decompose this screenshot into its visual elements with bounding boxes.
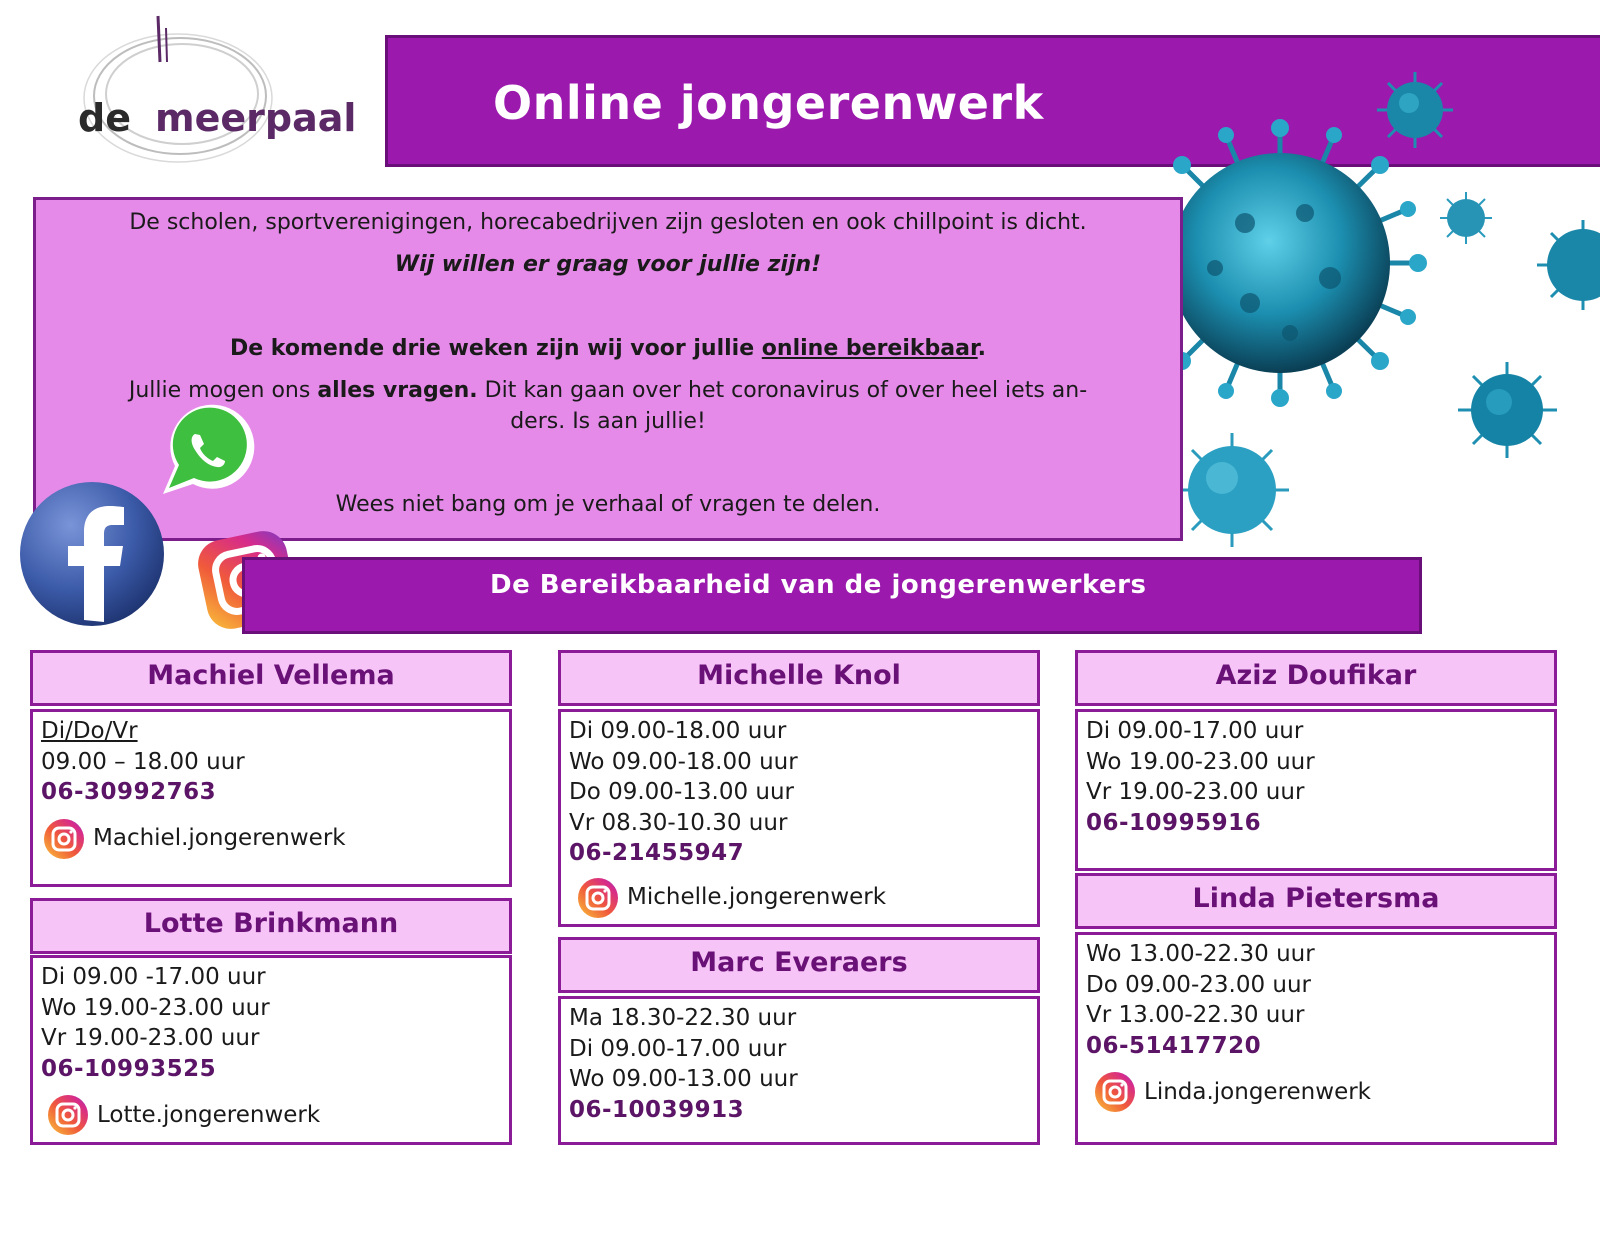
availability-banner: [242, 557, 1422, 634]
logo-rings-icon: [70, 14, 340, 164]
worker-phone[interactable]: 06-21455947: [569, 840, 745, 866]
instagram-handle: Lotte.jongerenwerk: [97, 1101, 321, 1128]
worker-hours-row: Di 09.00 -17.00 uur: [41, 964, 266, 990]
worker-name-linda: Linda Pietersma: [1075, 873, 1557, 929]
worker-hours-row: Do 09.00-23.00 uur: [1086, 971, 1312, 998]
worker-hours-row: Wo 09.00-13.00 uur: [569, 1066, 798, 1092]
info-line-share: Wees niet bang om je verhaal of vragen te delen.: [335, 492, 881, 517]
worker-hours-row: Wo 09.00-18.00 uur: [569, 748, 798, 775]
worker-name-marc: Marc Everaers: [558, 937, 1040, 993]
virus-medium-icon: [1455, 360, 1560, 460]
virus-lower-icon: [1172, 430, 1292, 550]
virus-tiny-icon: [1438, 190, 1494, 246]
worker-name-aziz: Aziz Doufikar: [1075, 650, 1557, 706]
worker-hours-row: Vr 19.00-23.00 uur: [41, 1025, 260, 1051]
availability-title: De Bereikbaarheid van de jongerenwerkers: [490, 570, 1147, 600]
worker-hours-row: Do 09.00-13.00 uur: [569, 779, 795, 805]
worker-name-lotte: Lotte Brinkmann: [30, 898, 512, 954]
worker-card-lotte: [30, 955, 512, 1145]
worker-hours-row: Wo 19.00-23.00 uur: [41, 994, 270, 1021]
worker-hours-row: Vr 13.00-22.30 uur: [1086, 1002, 1305, 1028]
worker-card-aziz: [1075, 709, 1557, 871]
info-line-online: [36, 336, 1180, 361]
instagram-handle-row[interactable]: [1086, 1069, 1546, 1115]
facebook-icon: [18, 480, 166, 628]
worker-card-linda: [1075, 932, 1557, 1145]
worker-phone[interactable]: 06-10995916: [1086, 809, 1262, 836]
info-line-ask-bold: alles vragen.: [317, 378, 478, 403]
info-line-up-to-you: ders. Is aan jullie!: [510, 409, 706, 434]
info-line-closed: De scholen, sportverenigingen, horecabedrijven zijn gesloten en ook chillpoint is dicht.: [129, 210, 1087, 235]
instagram-handle: Michelle.jongerenwerk: [627, 884, 887, 911]
info-line-here-for-you: Wij willen er graag voor jullie zijn!: [394, 252, 822, 277]
instagram-icon: [575, 875, 621, 921]
logo-word-meerpaal: meerpaal: [155, 96, 357, 140]
instagram-icon: [41, 816, 87, 862]
worker-card-michelle: [558, 709, 1040, 927]
info-line-ask-pre: Jullie mogen ons: [128, 378, 318, 403]
instagram-handle: Machiel.jongerenwerk: [93, 825, 346, 852]
instagram-handle-row[interactable]: [41, 1092, 501, 1138]
worker-hours-row: Wo 13.00-22.30 uur: [1086, 941, 1315, 967]
worker-hours-row: Wo 19.00-23.00 uur: [1086, 748, 1315, 775]
worker-phone[interactable]: 06-10039913: [569, 1096, 745, 1123]
instagram-handle: Linda.jongerenwerk: [1144, 1078, 1371, 1105]
worker-card-machiel: [30, 709, 512, 887]
worker-hours-row: Vr 08.30-10.30 uur: [569, 809, 788, 836]
worker-phone[interactable]: 06-10993525: [41, 1055, 217, 1082]
meerpaal-logo: [70, 14, 357, 164]
instagram-icon: [1092, 1069, 1138, 1115]
worker-hours-row: Di 09.00-17.00 uur: [569, 1035, 787, 1062]
worker-hours-row: Di 09.00-18.00 uur: [569, 718, 787, 744]
worker-hours-row: Vr 19.00-23.00 uur: [1086, 779, 1305, 805]
worker-days: Di/Do/Vr: [41, 718, 138, 744]
page-title: Online jongerenwerk: [493, 76, 1044, 130]
virus-small-icon: [1375, 70, 1455, 150]
worker-hours-row: Di 09.00-17.00 uur: [1086, 718, 1304, 744]
worker-card-marc: [558, 996, 1040, 1145]
instagram-icon: [45, 1092, 91, 1138]
worker-hours-row: Ma 18.30-22.30 uur: [569, 1005, 797, 1031]
worker-phone[interactable]: 06-30992763: [41, 779, 217, 805]
virus-edge-icon: [1535, 218, 1600, 313]
whatsapp-icon: [155, 404, 255, 499]
worker-name-michelle: Michelle Knol: [558, 650, 1040, 706]
logo-word-de: de: [78, 96, 131, 140]
worker-phone[interactable]: 06-51417720: [1086, 1032, 1262, 1059]
instagram-handle-row[interactable]: [569, 875, 1029, 921]
info-line-online-pre: De komende drie weken zijn wij voor jullie: [229, 336, 762, 361]
info-line-ask: [36, 378, 1180, 403]
instagram-handle-row[interactable]: [41, 816, 501, 862]
worker-name-machiel: Machiel Vellema: [30, 650, 512, 706]
info-line-ask-post: Dit kan gaan over het coronavirus of over heel iets an-: [477, 378, 1088, 403]
worker-hours: 09.00 – 18.00 uur: [41, 748, 245, 775]
online-bereikbaar-text: online bereikbaar: [761, 336, 978, 361]
info-line-online-post: .: [977, 336, 987, 361]
